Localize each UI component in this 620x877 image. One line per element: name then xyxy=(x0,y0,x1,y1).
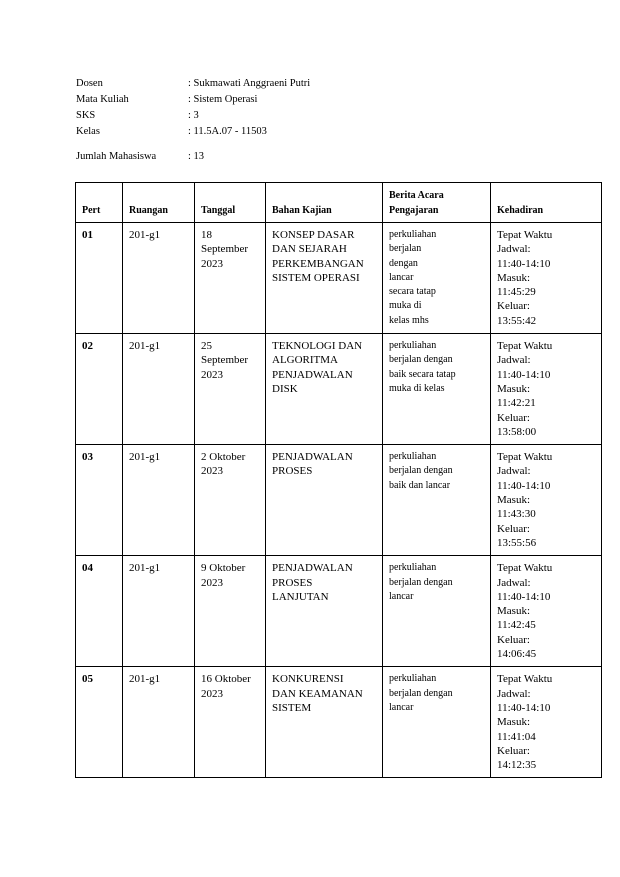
cell-line: Tepat Waktu xyxy=(497,673,553,686)
cell-pert: 01 xyxy=(76,223,123,334)
cell-line: berjalan dengan xyxy=(389,465,453,477)
cell-line: September xyxy=(201,243,249,256)
cell-line: PENJADWALAN xyxy=(272,451,353,464)
cell-line: Jadwal: xyxy=(497,243,531,256)
cell-ruangan: 201-g1 xyxy=(123,556,195,667)
cell-line: PROSES xyxy=(272,465,313,478)
cell-line: Tepat Waktu xyxy=(497,229,553,241)
cell-tanggal xyxy=(195,667,266,778)
cell-tanggal xyxy=(195,445,266,556)
cell-line: DAN KEAMANAN xyxy=(272,687,363,700)
cell-line: 11:40-14:10 xyxy=(497,368,551,381)
table-row xyxy=(76,445,602,556)
cell-line: PERKEMBANGAN xyxy=(272,257,364,270)
cell-line: Keluar: xyxy=(497,633,530,646)
cell-line: 11:42:45 xyxy=(497,619,536,632)
cell-line: Masuk: xyxy=(497,271,530,284)
cell-line: 2023 xyxy=(201,576,223,589)
cell-ruangan: 201-g1 xyxy=(123,667,195,778)
cell-line: 11:43:30 xyxy=(497,508,536,521)
cell-line: 14:06:45 xyxy=(497,648,537,661)
cell-line: Masuk: xyxy=(497,494,530,507)
cell-line: 13:58:00 xyxy=(497,425,537,438)
cell-line: PROSES xyxy=(272,576,313,589)
cell-bahan-kajian xyxy=(266,334,383,445)
cell-line: perkuliahan xyxy=(389,673,437,685)
cell-tanggal xyxy=(195,334,266,445)
cell-line: berjalan dengan xyxy=(389,354,453,366)
cell-bahan-kajian xyxy=(266,223,383,334)
cell-line: Jadwal: xyxy=(497,576,531,589)
info-label: Dosen xyxy=(76,78,103,89)
cell-line: perkuliahan xyxy=(389,229,437,240)
cell-line: 11:41:04 xyxy=(497,730,536,743)
cell-kehadiran xyxy=(491,445,602,556)
cell-line: September xyxy=(201,354,249,367)
cell-line: DAN SEJARAH xyxy=(272,243,347,256)
cell-line: PENJADWALAN xyxy=(272,368,353,381)
header-pert: Pert xyxy=(76,183,123,223)
cell-kehadiran xyxy=(491,223,602,334)
course-info xyxy=(76,76,376,165)
cell-line: Masuk: xyxy=(497,382,530,395)
cell-line: Tepat Waktu xyxy=(497,451,553,464)
cell-line: 14:12:35 xyxy=(497,759,537,772)
info-value: : 3 xyxy=(188,110,199,121)
cell-line: 13:55:56 xyxy=(497,536,537,549)
info-value: : Sukmawati Anggraeni Putri xyxy=(188,78,311,89)
cell-line: SISTEM OPERASI xyxy=(272,271,360,284)
info-label: Mata Kuliah xyxy=(76,94,129,105)
cell-line: 25 xyxy=(201,340,212,353)
cell-tanggal xyxy=(195,556,266,667)
cell-line: 2 Oktober xyxy=(201,451,246,464)
cell-line: berjalan xyxy=(389,243,422,255)
cell-line: DISK xyxy=(272,382,298,395)
attendance-table xyxy=(75,182,602,778)
cell-line: 2023 xyxy=(201,687,223,700)
cell-line: perkuliahan xyxy=(389,340,437,352)
table-row xyxy=(76,334,602,445)
cell-line: KONKURENSI xyxy=(272,673,344,686)
cell-line: Masuk: xyxy=(497,716,530,729)
cell-line: Keluar: xyxy=(497,744,530,757)
info-label: Jumlah Mahasiswa xyxy=(76,151,157,162)
info-value: : Sistem Operasi xyxy=(188,94,258,105)
info-value: : 13 xyxy=(188,151,205,162)
cell-line: baik dan lancar xyxy=(389,479,451,491)
cell-line: berjalan dengan xyxy=(389,576,453,588)
cell-line: Jadwal: xyxy=(497,687,531,700)
cell-line: Keluar: xyxy=(497,522,530,535)
cell-line: lancar xyxy=(389,590,414,602)
cell-line: TEKNOLOGI DAN xyxy=(272,340,363,353)
cell-line: perkuliahan xyxy=(389,562,437,574)
cell-ruangan: 201-g1 xyxy=(123,445,195,556)
table-row xyxy=(76,667,602,778)
cell-line: secara tatap xyxy=(389,286,436,298)
cell-line: SISTEM xyxy=(272,701,312,714)
cell-line: Tepat Waktu xyxy=(497,340,553,353)
cell-line: muka di kelas xyxy=(389,382,445,394)
cell-pert: 05 xyxy=(76,667,123,778)
cell-line: 11:42:21 xyxy=(497,397,536,410)
cell-line: kelas mhs xyxy=(389,314,429,326)
info-label: SKS xyxy=(76,110,96,121)
cell-bahan-kajian xyxy=(266,445,383,556)
cell-line: 2023 xyxy=(201,465,223,478)
cell-line: Tepat Waktu xyxy=(497,562,553,575)
cell-line: 11:45:29 xyxy=(497,286,536,299)
cell-line: Keluar: xyxy=(497,411,530,424)
cell-bahan-kajian xyxy=(266,667,383,778)
table-row xyxy=(76,223,602,334)
cell-line: berjalan dengan xyxy=(389,687,453,699)
cell-line: Keluar: xyxy=(497,300,530,313)
info-sks xyxy=(76,108,376,124)
table-row xyxy=(76,556,602,667)
table-header-row xyxy=(76,183,602,223)
header-kehadiran: Kehadiran xyxy=(491,183,602,223)
cell-ruangan: 201-g1 xyxy=(123,334,195,445)
info-value: : 11.5A.07 - 11503 xyxy=(188,126,267,137)
cell-ruangan: 201-g1 xyxy=(123,223,195,334)
cell-line: Jadwal: xyxy=(497,354,531,367)
cell-berita-acara xyxy=(383,223,491,334)
cell-line: 9 Oktober xyxy=(201,562,246,575)
cell-line: 18 xyxy=(201,229,212,241)
cell-kehadiran xyxy=(491,556,602,667)
cell-line: KONSEP DASAR xyxy=(272,229,355,241)
cell-line: dengan xyxy=(389,257,418,269)
cell-line: perkuliahan xyxy=(389,451,437,463)
cell-line: LANJUTAN xyxy=(272,590,329,603)
cell-pert: 04 xyxy=(76,556,123,667)
cell-pert: 03 xyxy=(76,445,123,556)
cell-berita-acara xyxy=(383,556,491,667)
info-label: Kelas xyxy=(76,126,100,137)
cell-kehadiran xyxy=(491,667,602,778)
info-jumlah-mahasiswa xyxy=(76,149,376,165)
cell-bahan-kajian xyxy=(266,556,383,667)
cell-berita-acara xyxy=(383,667,491,778)
info-matakuliah xyxy=(76,92,376,108)
cell-line: lancar xyxy=(389,701,414,713)
cell-line: Jadwal: xyxy=(497,465,531,478)
cell-line: PENJADWALAN xyxy=(272,562,353,575)
header-bahan-kajian: Bahan Kajian xyxy=(266,183,383,223)
cell-line: 11:40-14:10 xyxy=(497,257,551,270)
cell-pert: 02 xyxy=(76,334,123,445)
cell-line: 2023 xyxy=(201,257,223,270)
cell-line: baik secara tatap xyxy=(389,368,456,380)
cell-line: 11:40-14:10 xyxy=(497,590,551,603)
cell-line: Masuk: xyxy=(497,605,530,618)
info-dosen xyxy=(76,76,376,92)
header-ruangan: Ruangan xyxy=(123,183,195,223)
cell-kehadiran xyxy=(491,334,602,445)
header-tanggal: Tanggal xyxy=(195,183,266,223)
cell-line: 13:55:42 xyxy=(497,314,537,327)
header-berita-acara: Berita Acara Pengajaran xyxy=(383,183,491,223)
cell-line: lancar xyxy=(389,271,414,283)
cell-line: 2023 xyxy=(201,368,223,381)
cell-line: 16 Oktober xyxy=(201,673,251,686)
cell-line: muka di xyxy=(389,300,422,312)
cell-berita-acara xyxy=(383,334,491,445)
cell-line: ALGORITMA xyxy=(272,354,338,367)
info-kelas xyxy=(76,124,376,140)
cell-line: 11:40-14:10 xyxy=(497,701,551,714)
cell-tanggal xyxy=(195,223,266,334)
cell-berita-acara xyxy=(383,445,491,556)
cell-line: 11:40-14:10 xyxy=(497,479,551,492)
